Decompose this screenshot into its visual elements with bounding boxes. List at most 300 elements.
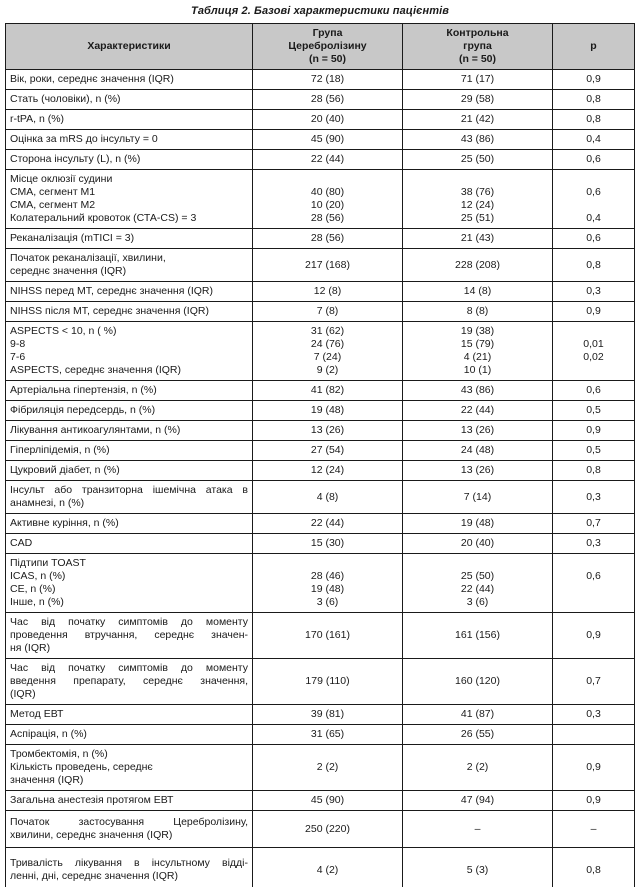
control-value-cell: [403, 534, 553, 554]
cell-line: 12 (8): [313, 285, 342, 297]
p-value-cell: [553, 613, 635, 659]
cell-line: Активне куріння, n (%): [10, 517, 119, 529]
cerebrolysin-value-cell: [253, 725, 403, 745]
cell-line: Час від початку симптомів до моменту: [10, 616, 248, 628]
cell-line: Інше, n (%): [10, 596, 64, 608]
cerebrolysin-value-cell: [253, 659, 403, 705]
table-row: [6, 421, 635, 441]
control-value-cell: [403, 461, 553, 481]
header-row: [6, 24, 635, 70]
cell-line: 29 (58): [460, 93, 495, 105]
control-value-cell: [403, 481, 553, 514]
cell-line: ASPECTS, середнє значення (IQR): [10, 364, 181, 376]
cell-line: Кількість проведень, середнє: [10, 761, 153, 773]
cell-line: 2 (2): [316, 761, 339, 773]
cell-line: 3 (6): [316, 596, 339, 608]
row-label-cell: [6, 554, 253, 613]
cell-line: 0,6: [586, 384, 601, 396]
cell-line: 19 (38): [460, 325, 495, 337]
control-value-cell: [403, 811, 553, 848]
cerebrolysin-value-cell: [253, 249, 403, 282]
cerebrolysin-value-cell: [253, 322, 403, 381]
cell-line: 39 (81): [310, 708, 345, 720]
cell-line: Контрольна: [446, 27, 509, 39]
row-label-cell: [6, 401, 253, 421]
cell-line: 15 (30): [310, 537, 345, 549]
row-label-cell: [6, 659, 253, 705]
table-row: [6, 90, 635, 110]
cell-line: 22 (44): [310, 153, 345, 165]
cell-line: хвилини, середнє значення (IQR): [10, 829, 173, 841]
cell-line: Характеристики: [87, 40, 171, 52]
p-value-cell: [553, 514, 635, 534]
cell-line: Тривалість лікування в інсультному відді-: [10, 857, 248, 869]
p-value-cell: [553, 130, 635, 150]
control-value-cell: [403, 130, 553, 150]
cell-line: ня (IQR): [10, 642, 51, 654]
cell-line: 0,8: [586, 258, 601, 271]
cell-line: 72 (18): [310, 73, 345, 85]
row-label-cell: [6, 249, 253, 282]
cell-line: 2 (2): [466, 761, 489, 773]
cell-line: 40 (80): [310, 186, 345, 198]
control-value-cell: [403, 322, 553, 381]
cell-line: 28 (46): [310, 570, 345, 582]
cell-line: середнє значення (IQR): [10, 265, 127, 277]
p-value-cell: [553, 322, 635, 381]
cell-line: [557, 583, 630, 596]
p-value-cell: [553, 90, 635, 110]
cell-line: СМА, сегмент М1: [10, 186, 96, 198]
cell-line: Реканалізація (mTICI = 3): [10, 232, 135, 244]
table-row: [6, 150, 635, 170]
cell-line: 25 (50): [460, 153, 495, 165]
cell-line: 0,6: [586, 570, 601, 582]
cell-line: Стать (чоловіки), n (%): [10, 93, 121, 105]
cell-line: 21 (43): [460, 232, 495, 244]
cell-line: Місце оклюзії судини: [10, 173, 113, 185]
control-value-cell: [403, 441, 553, 461]
cell-line: 0,3: [586, 708, 601, 720]
cell-line: 19 (48): [460, 517, 495, 529]
cell-line: 12 (24): [310, 464, 345, 476]
cell-line: 0,4: [586, 212, 601, 224]
header-cell-characteristics: [6, 24, 253, 70]
p-value-cell: [553, 110, 635, 130]
p-value-cell: [553, 229, 635, 249]
row-label-cell: [6, 811, 253, 848]
cell-line: Інсульт або транзиторна ішемічна атака в: [10, 484, 248, 496]
cell-line: 4 (2): [316, 863, 339, 876]
cell-line: 4 (21): [463, 351, 492, 363]
cell-line: 0,3: [586, 285, 601, 297]
cell-line: 71 (17): [460, 73, 495, 85]
cell-line: 19 (48): [310, 583, 345, 595]
control-value-cell: [403, 554, 553, 613]
row-label-cell: [6, 613, 253, 659]
control-value-cell: [403, 381, 553, 401]
table-row: [6, 534, 635, 554]
cell-line: 0,7: [586, 517, 601, 529]
cell-line: 25 (50): [460, 570, 495, 582]
cell-line: 22 (44): [460, 404, 495, 416]
header-cell-p-value: [553, 24, 635, 70]
cell-line: 0,6: [586, 186, 601, 198]
cell-line: 20 (40): [460, 537, 495, 549]
cerebrolysin-value-cell: [253, 170, 403, 229]
cerebrolysin-value-cell: [253, 705, 403, 725]
cell-line: 38 (76): [460, 186, 495, 198]
table-row: [6, 110, 635, 130]
p-value-cell: [553, 659, 635, 705]
cell-line: 9 (2): [316, 364, 339, 376]
table-row: [6, 170, 635, 229]
cell-line: CE, n (%): [10, 583, 56, 595]
table-row: [6, 481, 635, 514]
cerebrolysin-value-cell: [253, 514, 403, 534]
cell-line: ICAS, n (%): [10, 570, 66, 582]
table-row: [6, 70, 635, 90]
cell-line: 22 (44): [460, 583, 495, 595]
cerebrolysin-value-cell: [253, 811, 403, 848]
p-value-cell: [553, 282, 635, 302]
control-value-cell: [403, 659, 553, 705]
cell-line: Підтипи TOAST: [10, 557, 86, 569]
control-value-cell: [403, 282, 553, 302]
table-title: Таблиця 2. Базові характеристики пацієнтів: [191, 5, 449, 17]
cell-line: 0,9: [586, 424, 601, 436]
row-label-cell: [6, 302, 253, 322]
p-value-cell: [553, 848, 635, 887]
p-value-cell: [553, 534, 635, 554]
p-value-cell: [553, 381, 635, 401]
cerebrolysin-value-cell: [253, 791, 403, 811]
cell-line: r-tPA, n (%): [10, 113, 65, 125]
cell-line: 0,8: [586, 113, 601, 125]
cell-line: 8 (8): [466, 305, 489, 317]
cell-line: 0,9: [586, 305, 601, 317]
cerebrolysin-value-cell: [253, 848, 403, 887]
cell-line: 47 (94): [460, 794, 495, 806]
cell-line: 26 (55): [460, 728, 495, 740]
cell-line: 179 (110): [305, 675, 350, 687]
cell-line: 10 (20): [310, 199, 345, 211]
row-label-cell: [6, 461, 253, 481]
cell-line: введення препарату, середнє значення,: [10, 675, 248, 687]
cell-line: (IQR): [10, 688, 36, 700]
row-label-cell: [6, 322, 253, 381]
table-row: [6, 811, 635, 848]
cell-line: 14 (8): [463, 285, 492, 297]
cell-line: [557, 199, 630, 212]
row-label-cell: [6, 534, 253, 554]
cell-line: Гіперліпідемія, n (%): [10, 444, 110, 456]
table-row: [6, 249, 635, 282]
cell-line: [407, 173, 548, 186]
row-label-cell: [6, 130, 253, 150]
table-row: [6, 441, 635, 461]
cell-line: 0,5: [586, 404, 601, 416]
cell-line: 43 (86): [460, 133, 495, 145]
control-value-cell: [403, 249, 553, 282]
cell-line: 3 (6): [466, 596, 489, 608]
cell-line: р: [590, 40, 597, 52]
row-label-cell: [6, 481, 253, 514]
cell-line: 41 (82): [310, 384, 345, 396]
cell-line: Початок реканалізації, хвилини,: [10, 252, 166, 264]
table-row: [6, 659, 635, 705]
cell-line: NIHSS після МТ, середнє значення (IQR): [10, 305, 209, 317]
cerebrolysin-value-cell: [253, 229, 403, 249]
table-row: [6, 381, 635, 401]
cell-line: 0,9: [586, 73, 601, 85]
table-row: [6, 282, 635, 302]
cell-line: 24 (48): [460, 444, 495, 456]
table-header: [6, 24, 635, 70]
row-label-cell: [6, 745, 253, 791]
cell-line: 0,9: [586, 629, 601, 641]
cell-line: [257, 557, 398, 570]
cell-line: 24 (76): [310, 338, 345, 350]
p-value-cell: [553, 302, 635, 322]
cell-line: 22 (44): [310, 517, 345, 529]
cell-line: 0,3: [586, 490, 601, 503]
cell-line: 0,3: [586, 537, 601, 549]
cell-line: Час від початку симптомів до моменту: [10, 662, 248, 674]
cell-line: проведення втручання, середнє значен-: [10, 629, 248, 641]
cell-line: (n = 50): [308, 53, 347, 65]
header-cell-cerebrolysin-group: [253, 24, 403, 70]
cell-line: [557, 596, 630, 609]
cell-line: [557, 173, 630, 186]
cerebrolysin-value-cell: [253, 421, 403, 441]
row-label-cell: [6, 848, 253, 887]
cell-line: Церебролізину: [288, 40, 367, 52]
cell-line: 5 (3): [466, 863, 489, 876]
cell-line: 31 (65): [310, 728, 345, 740]
cell-line: Оцінка за mRS до інсульту = 0: [10, 133, 158, 145]
cell-line: Колатеральний кровоток (СТА-CS) = 3: [10, 212, 197, 224]
row-label-cell: [6, 170, 253, 229]
cell-line: NIHSS перед МТ, середнє значення (IQR): [10, 285, 213, 297]
row-label-cell: [6, 421, 253, 441]
table-row: [6, 554, 635, 613]
cell-line: Метод ЕВТ: [10, 708, 64, 720]
row-label-cell: [6, 381, 253, 401]
cell-line: 0,8: [586, 93, 601, 105]
cell-line: Тромбектомія, n (%): [10, 748, 108, 760]
cell-line: 0,4: [586, 133, 601, 145]
cerebrolysin-value-cell: [253, 282, 403, 302]
cerebrolysin-value-cell: [253, 110, 403, 130]
row-label-cell: [6, 514, 253, 534]
cell-line: 19 (48): [310, 404, 345, 416]
cerebrolysin-value-cell: [253, 613, 403, 659]
p-value-cell: [553, 421, 635, 441]
table-row: [6, 725, 635, 745]
cerebrolysin-value-cell: [253, 381, 403, 401]
cell-line: СМА, сегмент М2: [10, 199, 96, 211]
row-label-cell: [6, 110, 253, 130]
cell-line: CAD: [10, 537, 33, 549]
cell-line: 170 (161): [305, 629, 350, 641]
cell-line: Сторона інсульту (L), n (%): [10, 153, 141, 165]
cell-line: 0,6: [586, 153, 601, 165]
cerebrolysin-value-cell: [253, 481, 403, 514]
table-row: [6, 791, 635, 811]
p-value-cell: [553, 705, 635, 725]
cell-line: 20 (40): [310, 113, 345, 125]
cell-line: 4 (8): [316, 490, 339, 503]
cell-line: [407, 557, 548, 570]
cerebrolysin-value-cell: [253, 745, 403, 791]
table-row: [6, 461, 635, 481]
cell-line: 7-6: [10, 351, 26, 363]
cerebrolysin-value-cell: [253, 441, 403, 461]
cell-line: значення (IQR): [10, 774, 84, 786]
p-value-cell: [553, 481, 635, 514]
cell-line: ленні, дні, середнє значення (IQR): [10, 870, 178, 882]
control-value-cell: [403, 302, 553, 322]
control-value-cell: [403, 613, 553, 659]
cerebrolysin-value-cell: [253, 554, 403, 613]
row-label-cell: [6, 791, 253, 811]
cell-line: 43 (86): [460, 384, 495, 396]
control-value-cell: [403, 401, 553, 421]
control-value-cell: [403, 745, 553, 791]
cell-line: Аспірація, n (%): [10, 728, 87, 740]
cell-line: 45 (90): [310, 794, 345, 806]
table-row: [6, 745, 635, 791]
cell-line: Цукровий діабет, n (%): [10, 464, 120, 476]
cell-line: Група: [312, 27, 343, 39]
cell-line: (n = 50): [458, 53, 497, 65]
table-row: [6, 613, 635, 659]
p-value-cell: [553, 401, 635, 421]
cell-line: Вік, роки, середнє значення (IQR): [10, 73, 174, 85]
p-value-cell: [553, 461, 635, 481]
cell-line: –: [590, 822, 597, 835]
table-row: [6, 229, 635, 249]
cell-line: 0,02: [583, 351, 604, 363]
cell-line: Загальна анестезія протягом ЕВТ: [10, 794, 174, 806]
control-value-cell: [403, 705, 553, 725]
cell-line: 7 (8): [316, 305, 339, 317]
table-row: [6, 302, 635, 322]
cell-line: 12 (24): [460, 199, 495, 211]
cell-line: Артеріальна гіпертензія, n (%): [10, 384, 157, 396]
cell-line: 0,5: [586, 444, 601, 456]
row-label-cell: [6, 441, 253, 461]
cell-line: 15 (79): [460, 338, 495, 350]
cell-line: 160 (120): [455, 675, 500, 687]
p-value-cell: [553, 811, 635, 848]
cell-line: 13 (26): [460, 424, 495, 436]
control-value-cell: [403, 421, 553, 441]
cell-line: [557, 728, 630, 741]
cell-line: 10 (1): [463, 364, 492, 376]
cell-line: 41 (87): [460, 708, 495, 720]
control-value-cell: [403, 70, 553, 90]
cell-line: 250 (220): [305, 822, 350, 835]
control-value-cell: [403, 725, 553, 745]
cerebrolysin-value-cell: [253, 302, 403, 322]
cell-line: 28 (56): [310, 232, 345, 244]
p-value-cell: [553, 70, 635, 90]
characteristics-table: [5, 23, 635, 887]
cerebrolysin-value-cell: [253, 461, 403, 481]
cell-line: 9-8: [10, 338, 26, 350]
cell-line: 21 (42): [460, 113, 495, 125]
cell-line: 0,9: [586, 794, 601, 806]
cell-line: 161 (156): [455, 629, 500, 641]
cell-line: 0,9: [586, 761, 601, 773]
cell-line: 0,7: [586, 675, 601, 687]
cell-line: [257, 173, 398, 186]
cerebrolysin-value-cell: [253, 401, 403, 421]
cell-line: 28 (56): [310, 93, 345, 105]
cell-line: 217 (168): [305, 258, 350, 271]
p-value-cell: [553, 150, 635, 170]
cell-line: –: [474, 822, 481, 835]
control-value-cell: [403, 791, 553, 811]
cell-line: 0,8: [586, 464, 601, 476]
control-value-cell: [403, 110, 553, 130]
row-label-cell: [6, 725, 253, 745]
header-cell-control-group: [403, 24, 553, 70]
cell-line: 28 (56): [310, 212, 345, 224]
cerebrolysin-value-cell: [253, 130, 403, 150]
cell-line: анамнезі, n (%): [10, 497, 85, 509]
cell-line: 13 (26): [460, 464, 495, 476]
row-label-cell: [6, 282, 253, 302]
table-row: [6, 401, 635, 421]
p-value-cell: [553, 441, 635, 461]
cerebrolysin-value-cell: [253, 90, 403, 110]
cell-line: Фібриляція передсердь, n (%): [10, 404, 156, 416]
control-value-cell: [403, 150, 553, 170]
p-value-cell: [553, 745, 635, 791]
p-value-cell: [553, 725, 635, 745]
cell-line: 7 (14): [463, 490, 492, 503]
cerebrolysin-value-cell: [253, 534, 403, 554]
p-value-cell: [553, 249, 635, 282]
control-value-cell: [403, 170, 553, 229]
cell-line: 0,01: [583, 338, 604, 350]
row-label-cell: [6, 150, 253, 170]
cell-line: [557, 557, 630, 570]
cell-line: [557, 364, 630, 377]
row-label-cell: [6, 70, 253, 90]
control-value-cell: [403, 848, 553, 887]
p-value-cell: [553, 170, 635, 229]
cell-line: 31 (62): [310, 325, 345, 337]
cell-line: [557, 325, 630, 338]
table-body: [6, 70, 635, 887]
row-label-cell: [6, 229, 253, 249]
cell-line: Лікування антикоагулянтами, n (%): [10, 424, 181, 436]
table-row: [6, 130, 635, 150]
cell-line: 13 (26): [310, 424, 345, 436]
cell-line: 27 (54): [310, 444, 345, 456]
cell-line: 228 (208): [455, 258, 500, 271]
table-row: [6, 322, 635, 381]
table-row: [6, 705, 635, 725]
table-row: [6, 514, 635, 534]
control-value-cell: [403, 90, 553, 110]
cerebrolysin-value-cell: [253, 70, 403, 90]
p-value-cell: [553, 791, 635, 811]
